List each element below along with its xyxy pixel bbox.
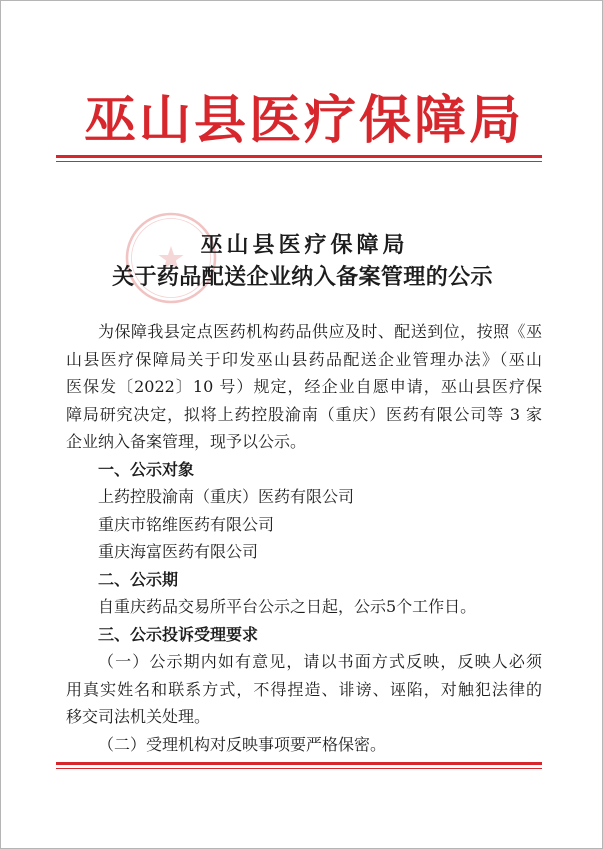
footer-rule-thin xyxy=(56,768,542,769)
section-heading-publicity-targets: 一、公示对象 xyxy=(98,459,195,479)
company-list-item: 上药控股渝南（重庆）医药有限公司 xyxy=(98,487,355,506)
notice-title-line-2: 关于药品配送企业纳入备案管理的公示 xyxy=(112,264,493,290)
complaint-requirement-line: （二）受理机构对反映事项要严格保密。 xyxy=(98,734,387,754)
company-list-item: 重庆海富医药有限公司 xyxy=(98,542,259,561)
section-heading-publicity-period: 二、公示期 xyxy=(98,569,179,589)
complaint-requirement-line: 移交司法机关处理。 xyxy=(66,707,211,726)
intro-paragraph-line: 医保发〔2022〕10 号）规定，经企业自愿申请，巫山县医疗保 xyxy=(66,377,542,396)
company-list-item: 重庆市铭维医药有限公司 xyxy=(98,514,275,534)
letterhead-rule-thin xyxy=(56,161,542,162)
complaint-requirement-line: （一）公示期内如有意见，请以书面方式反映，反映人必须 xyxy=(98,652,542,671)
intro-paragraph-line: 为保障我县定点医药机构药品供应及时、配送到位，按照《巫 xyxy=(98,322,542,341)
intro-paragraph-line: 山县医疗保障局关于印发巫山县药品配送企业管理办法》（巫山 xyxy=(66,349,542,369)
notice-body xyxy=(66,318,542,758)
letterhead-rule-thick xyxy=(56,155,542,158)
intro-paragraph-line: 障局研究决定，拟将上药控股渝南（重庆）医药有限公司等 3 家 xyxy=(66,404,542,424)
letterhead-title: 巫山县医疗保障局 xyxy=(83,90,524,151)
complaint-requirement-line: 用真实姓名和联系方式，不得捏造、诽谤、诬陷，对触犯法律的 xyxy=(66,679,542,699)
footer-rule-thick xyxy=(56,762,542,765)
notice-title-line-1: 巫山县医疗保障局 xyxy=(200,232,409,258)
publicity-period-text: 自重庆药品交易所平台公示之日起，公示5个工作日。 xyxy=(98,597,477,616)
section-heading-complaint-requirements: 三、公示投诉受理要求 xyxy=(98,624,259,644)
intro-paragraph-line: 企业纳入备案管理，现予以公示。 xyxy=(66,432,307,451)
